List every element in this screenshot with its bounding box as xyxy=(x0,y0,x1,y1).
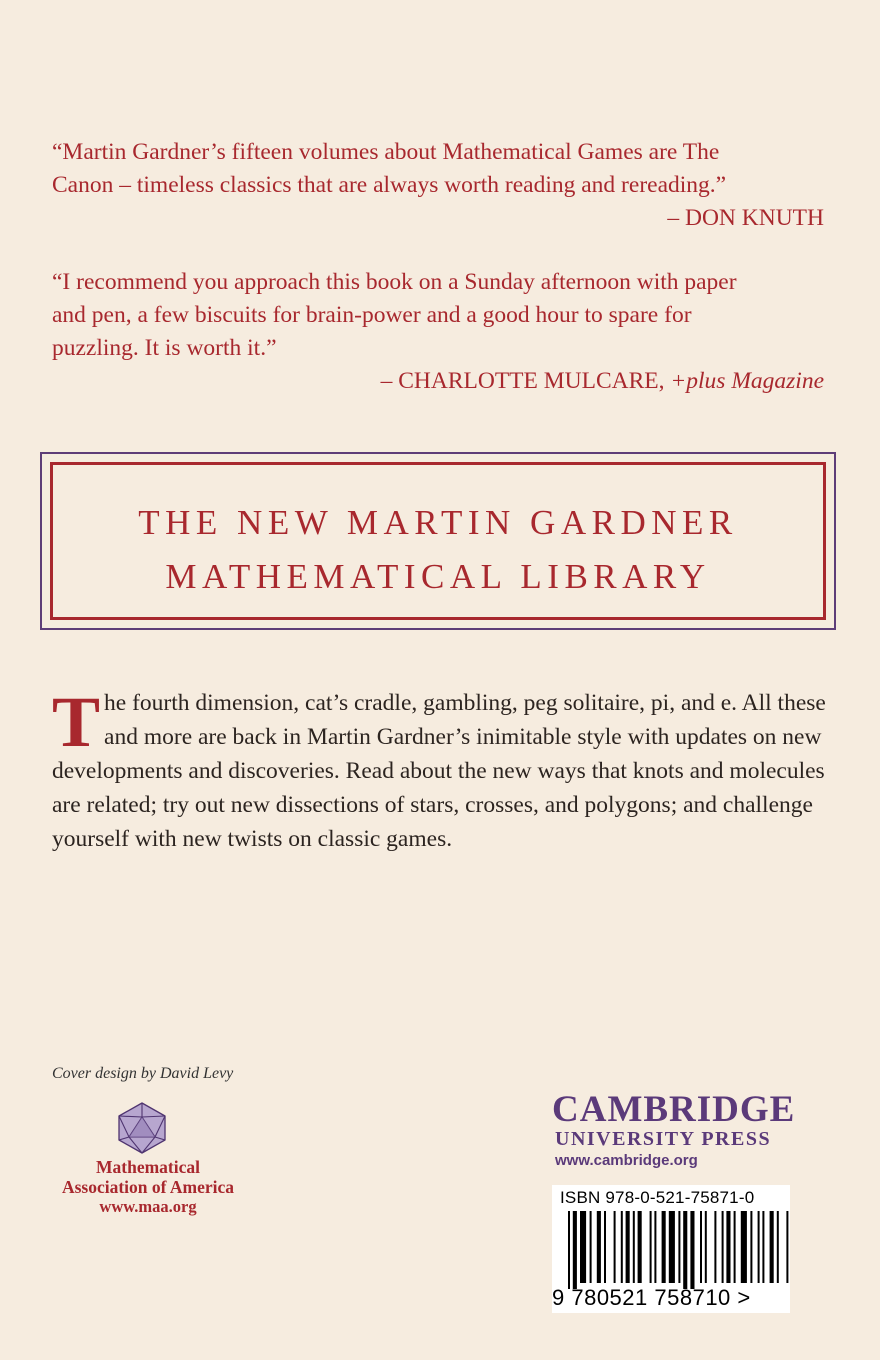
barcode-bar xyxy=(705,1211,707,1283)
barcode-bar xyxy=(690,1211,694,1289)
series-title-line-1: THE NEW MARTIN GARDNER xyxy=(138,503,738,542)
barcode-bar xyxy=(638,1211,642,1283)
quote-mulcare xyxy=(52,266,824,398)
barcode-bar xyxy=(726,1211,730,1283)
publisher-name: CAMBRIDGE xyxy=(552,1089,796,1130)
quote-line: Canon – timeless classics that are always worth reading and rereading.” xyxy=(52,172,727,198)
barcode-bar xyxy=(590,1211,592,1283)
publisher-subname: UNIVERSITY PRESS xyxy=(555,1128,772,1150)
quote-line: and pen, a few biscuits for brain-power and a good hour to spare for xyxy=(52,302,692,328)
maa-name xyxy=(30,1157,266,1217)
isbn-barcode xyxy=(552,1185,790,1313)
barcode-bar xyxy=(786,1211,788,1283)
barcode-bar xyxy=(650,1211,652,1283)
barcode-bar xyxy=(770,1211,774,1283)
barcode-bar xyxy=(758,1211,760,1283)
barcode-bar xyxy=(621,1211,623,1283)
maa-line-2: Association of America xyxy=(61,1177,235,1197)
barcode-bar xyxy=(714,1211,716,1283)
barcode-bar xyxy=(568,1211,570,1289)
barcode-bar xyxy=(722,1211,724,1283)
barcode-bar xyxy=(633,1211,635,1283)
barcode-bar xyxy=(700,1211,702,1283)
barcode-bar xyxy=(654,1211,656,1283)
quote-line: “Martin Gardner’s fifteen volumes about Mathematical Games are The xyxy=(52,139,720,165)
drop-cap: T xyxy=(52,682,101,762)
barcode-bar xyxy=(669,1211,675,1283)
barcode-bar xyxy=(614,1211,616,1283)
barcode-bar xyxy=(741,1211,747,1283)
barcode-bar xyxy=(626,1211,630,1283)
series-title-inner-border xyxy=(50,462,826,620)
quote-attribution xyxy=(52,365,824,398)
barcode-bar xyxy=(777,1211,779,1283)
book-description xyxy=(52,682,832,856)
quote-line: puzzling. It is worth it.” xyxy=(52,335,277,361)
barcode-bar xyxy=(580,1211,586,1283)
quote-line: “I recommend you approach this book on a Sunday afternoon with paper xyxy=(52,269,737,295)
cover-design-credit: Cover design by David Levy xyxy=(52,1065,234,1082)
series-title-box xyxy=(40,452,836,630)
isbn-label: ISBN 978-0-521-75871-0 xyxy=(560,1188,755,1207)
series-title-line-2: MATHEMATICAL LIBRARY xyxy=(165,557,711,596)
publisher-url: www.cambridge.org xyxy=(555,1152,698,1169)
barcode-bar xyxy=(597,1211,601,1283)
barcode-bar xyxy=(573,1211,577,1289)
description-text: he fourth dimension, cat’s cradle, gambling, peg solitaire, pi, and e. All these and more are back in Martin Gardner’s inimitable style with updates on new developments and discoveries. Read about the new ways that knots and molecules are related; try out new dissections of stars, crosses, and polygons; and challenge yourself with new twists on classic games. xyxy=(52,690,826,852)
icosahedron-icon xyxy=(114,1100,170,1161)
barcode-bar xyxy=(750,1211,752,1283)
barcode-bar xyxy=(662,1211,666,1283)
attribution-publication: +plus Magazine xyxy=(670,368,824,394)
maa-line-1: Mathematical xyxy=(96,1157,200,1177)
barcode-bar xyxy=(678,1211,680,1283)
ean-number: 9 780521 758710 > xyxy=(552,1285,751,1310)
barcode-bar xyxy=(683,1211,687,1289)
barcode-bar xyxy=(734,1211,736,1283)
barcode-bar xyxy=(604,1211,606,1283)
maa-url: www.maa.org xyxy=(99,1197,197,1216)
attribution-name: – CHARLOTTE MULCARE, xyxy=(380,368,671,394)
barcode-bar xyxy=(762,1211,764,1283)
quote-knuth xyxy=(52,136,824,235)
quote-attribution: – DON KNUTH xyxy=(667,205,824,231)
